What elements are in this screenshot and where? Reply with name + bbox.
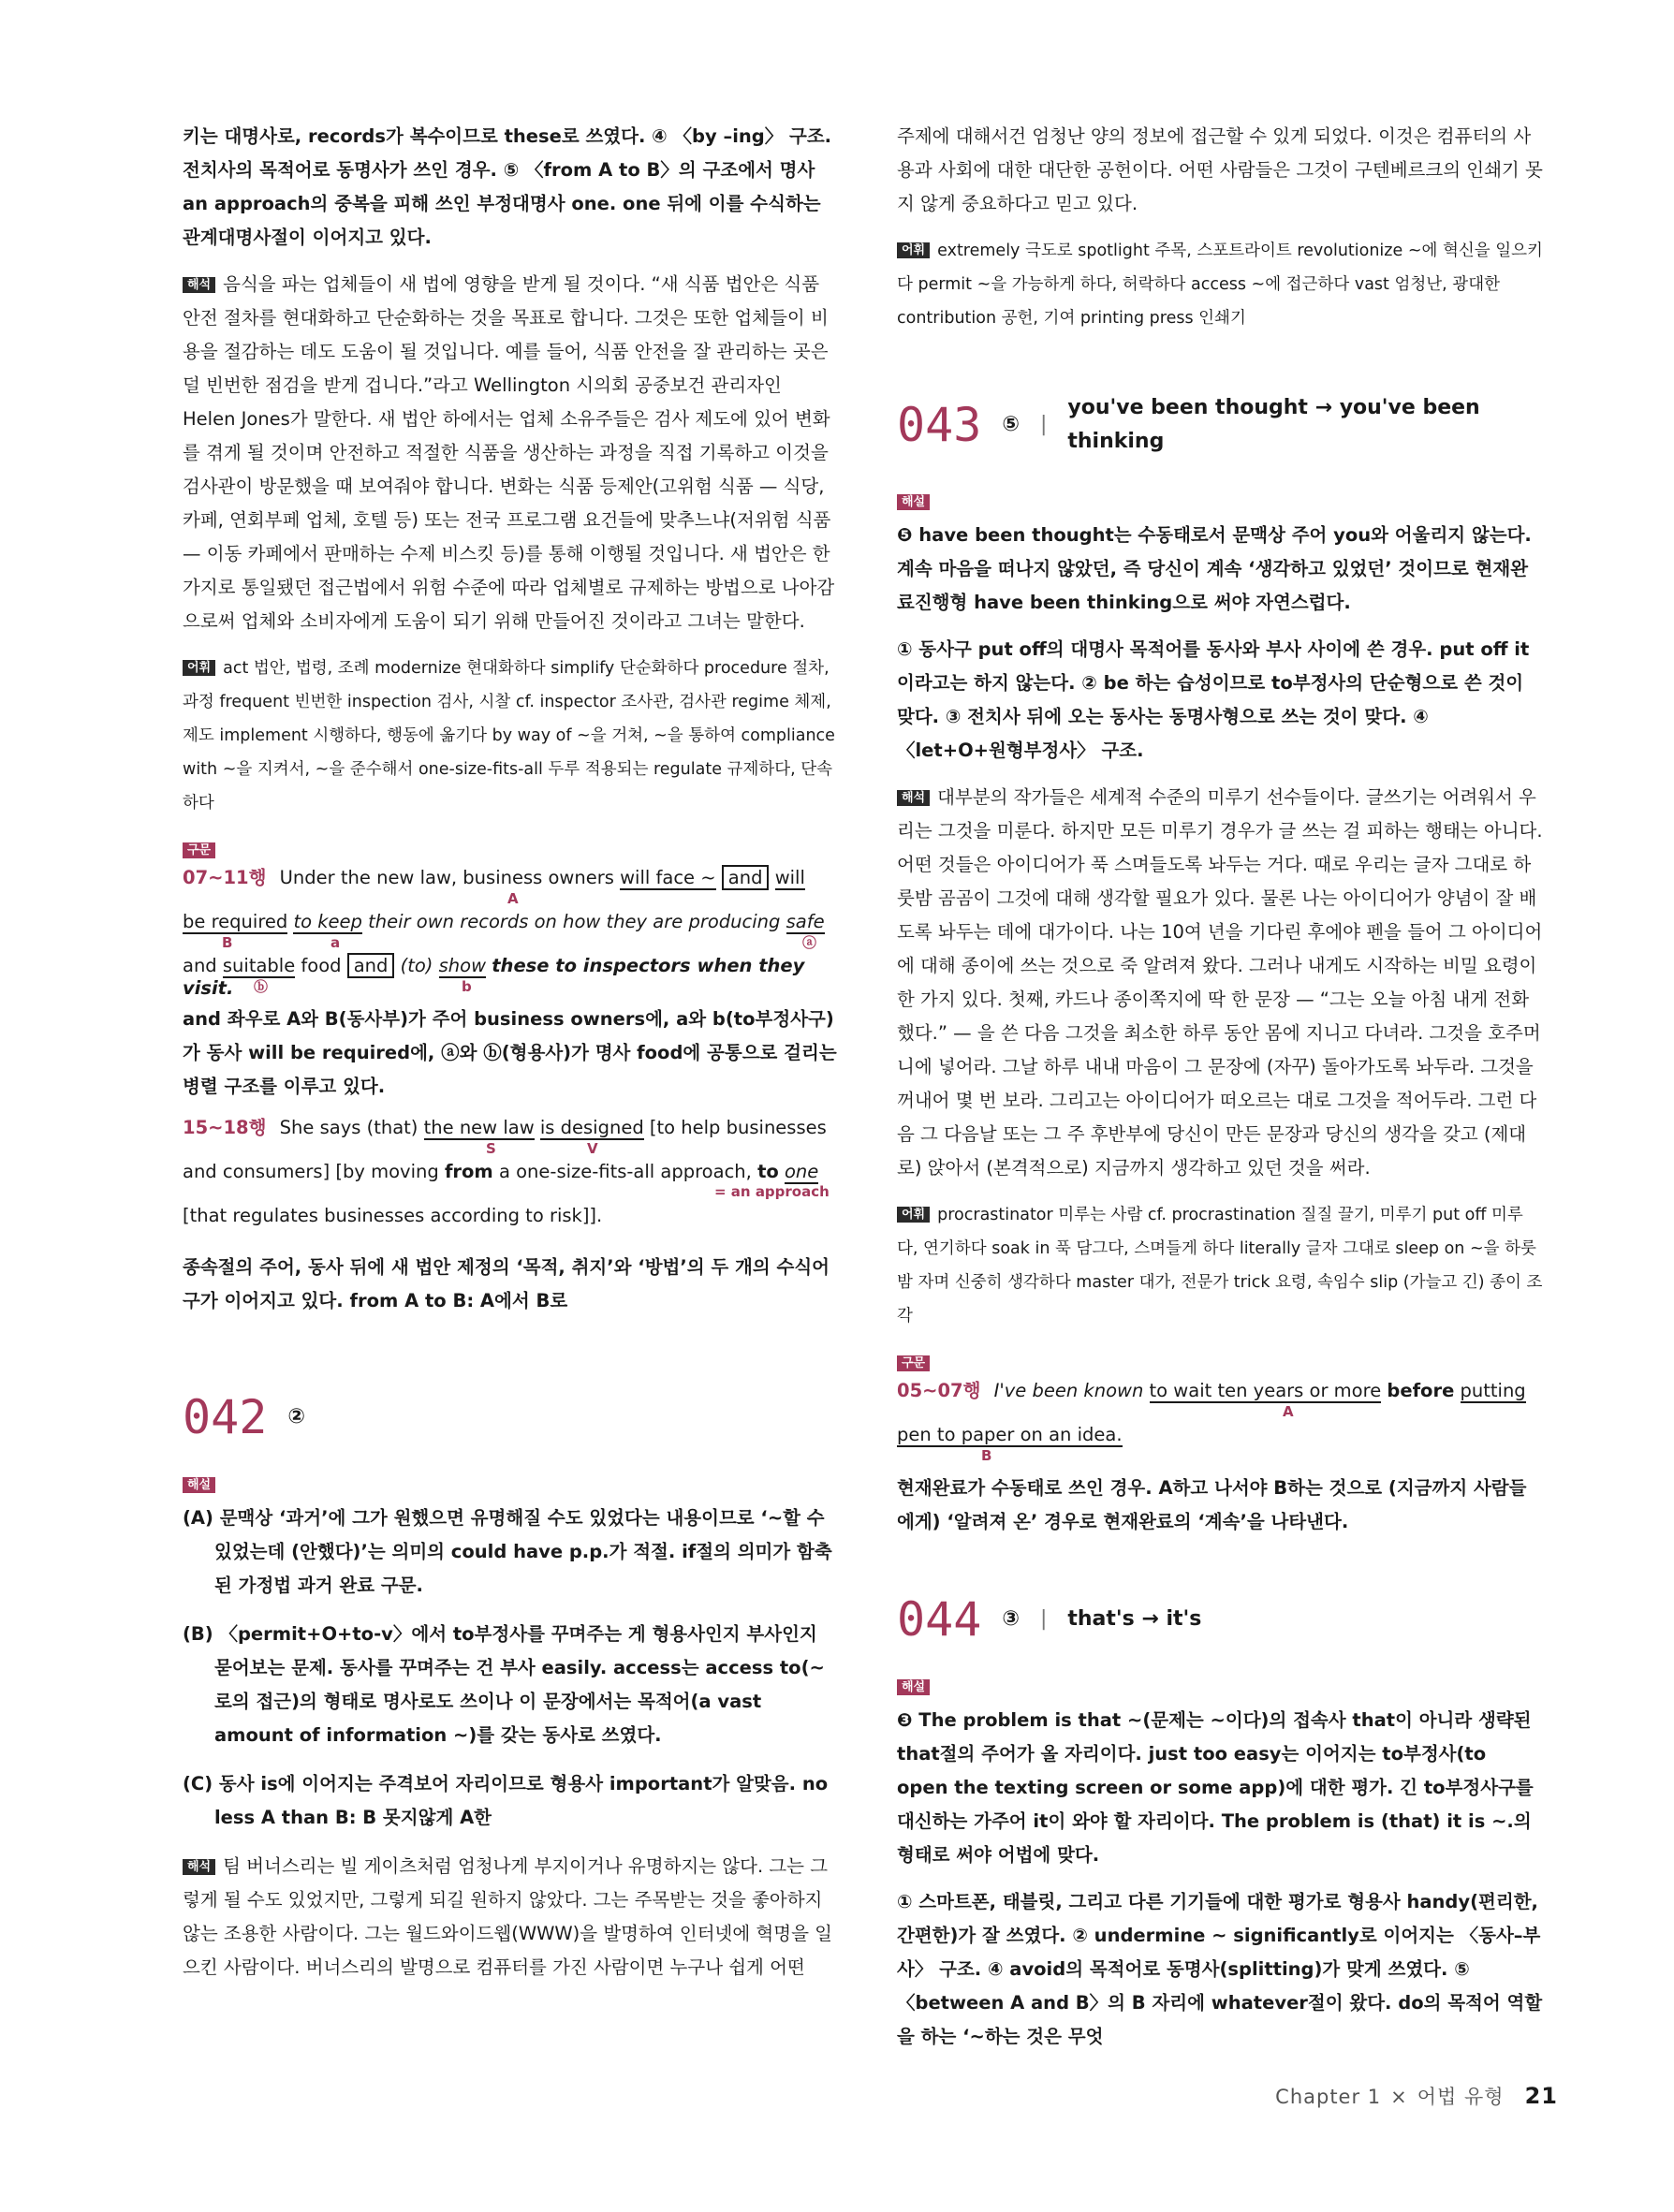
boxed-conjunction: and — [347, 953, 395, 978]
translation-tag: 해석 — [183, 277, 215, 293]
section-separator: | — [1039, 1607, 1048, 1631]
underlined-phrase: will face ~ — [620, 867, 716, 888]
separator-x: × — [1390, 2086, 1408, 2108]
sentence-text: before — [1387, 1380, 1455, 1401]
sentence-text: (to) — [400, 955, 433, 976]
sentence-line — [183, 1161, 838, 1205]
sentence-text: their own records on how they are producing — [368, 911, 781, 932]
explanation-item-c: (C) 동사 is에 이어지는 주격보어 자리이므로 형용사 important가 알맞음. no less A than B: B 못지않게 A한 — [183, 1773, 829, 1828]
marker-an-approach: = an approach — [714, 1183, 830, 1200]
vocabulary-text: act 법안, 법령, 조례 modernize 현대화하다 simplify 단순화하다 procedure 절차, 과정 frequent 빈번한 inspection 검사, 시찰 cf. inspector 조사관, 검사관 regime 체제, 제도 implement 시행하다, 행동에 옮기다 by way of ~을 거쳐, ~을 통하여 compliance with ~을 지켜서, ~을 준수해서 one-size-fits-all 두루 적용되는 regulate 규제하다, 단속하다 — [183, 659, 835, 813]
marker-B: B — [222, 934, 233, 951]
vocabulary-tag: 어휘 — [183, 660, 215, 676]
translation-paragraph — [183, 268, 838, 638]
structure-sentence-1 — [183, 867, 838, 999]
underlined-phrase: the new law — [423, 1117, 535, 1138]
sentence-text: from — [444, 1161, 493, 1182]
underlined-phrase: safe — [786, 911, 825, 932]
explanation-tag: 해설 — [897, 494, 930, 510]
marker-A: A — [507, 890, 519, 907]
marker-b: b — [462, 978, 472, 995]
structure-tag: 구문 — [897, 1355, 930, 1371]
explanation-paragraph: ❺ have been thought는 수동태로서 문맥상 주어 you와 어울리지 않는다. 계속 마음을 떠나지 않았던, 즉 당신이 계속 ‘생각하고 있었던’ 것이므로 현재완료진행형 have been thinking으로 써야 자연스럽다. — [897, 524, 1532, 613]
boxed-conjunction: and — [722, 865, 770, 890]
marker-A: A — [1283, 1403, 1294, 1420]
sentence-line — [897, 1380, 1543, 1424]
sentence-text: a one-size-fits-all approach, — [498, 1161, 752, 1182]
translation-tag: 해석 — [183, 1859, 215, 1875]
sentence-text: [that regulates businesses according to risk]]. — [183, 1205, 603, 1226]
structure-explanation-1: and 좌우로 A와 B(동사부)가 주어 business owners에, a와 b(to부정사구)가 동사 will be required에, ⓐ와 ⓑ(형용사)가 명사 food에 공통으로 걸리는 병렬 구조를 이루고 있다. — [183, 1008, 837, 1097]
left-column — [183, 120, 838, 1998]
explanation-tag: 해설 — [897, 1679, 930, 1695]
chapter-label: Chapter 1 — [1275, 2086, 1382, 2108]
underlined-phrase: pen to paper on an idea. — [897, 1424, 1123, 1445]
marker-V: V — [587, 1140, 598, 1157]
section-number: 042 — [183, 1390, 268, 1444]
section-header-042 — [183, 1390, 838, 1444]
structure-sentence — [897, 1380, 1543, 1468]
translation-paragraph — [183, 1850, 838, 1985]
line-number: 07~11행 — [183, 867, 267, 888]
underlined-phrase: will — [774, 867, 805, 888]
explanation-tag: 해설 — [183, 1477, 215, 1493]
explanation-continued: 키는 대명사로, records가 복수이므로 these로 쓰였다. ④ 〈by –ing〉 구조. 전치사의 목적어로 동명사가 쓰인 경우. ⑤ 〈from A to B〉의 구조에서 명사 an approach의 중복을 피해 쓰인 부정대명사 one. one 뒤에 이를 수식하는 관계대명사절이 이어지고 있다. — [183, 125, 832, 248]
section-header-044 — [897, 1592, 1543, 1647]
sentence-text: and — [183, 955, 217, 976]
sentence-text: and consumers] [by moving — [183, 1161, 439, 1182]
sentence-text: She says (that) — [279, 1117, 418, 1138]
section-separator: | — [1039, 413, 1048, 436]
structure-tag: 구문 — [183, 842, 215, 858]
underlined-phrase: one — [784, 1161, 819, 1182]
translation-paragraph — [897, 781, 1543, 1185]
underlined-phrase: is designed — [539, 1117, 644, 1138]
underlined-phrase: putting — [1460, 1380, 1526, 1401]
vocabulary-text: procrastinator 미루는 사람 cf. procrastination 질질 끌기, 미루기 put off 미루다, 연기하다 soak in 푹 담그다, 스며들게 하다 literally 글자 그대로 sleep on ~을 하룻밤 자며 신중히 생각하다 master 대가, 전문가 trick 요령, 속임수 slip (가늘고 긴) 종이 조각 — [897, 1206, 1543, 1326]
explanation-paragraph: ① 스마트폰, 태블릿, 그리고 다른 기기들에 대한 평가로 형용사 handy(편리한, 간편한)가 잘 쓰였다. ② undermine ~ significantly로 이어지는 〈동사–부사〉 구조. ④ avoid의 목적어로 동명사(splitting)가 맞게 쓰였다. ⑤ 〈between A and B〉의 B 자리에 whatever절이 왔다. do의 목적어 역할을 하는 ‘~하는 것은 무엇 — [897, 1891, 1543, 2047]
underlined-phrase: suitable — [222, 955, 296, 976]
line-number: 05~07행 — [897, 1380, 981, 1401]
structure-explanation: 현재완료가 수동태로 쓰인 경우. A하고 나서야 B하는 것으로 (지금까지 사람들에게) ‘알려져 온’ 경우로 현재완료의 ‘계속’을 나타낸다. — [897, 1477, 1527, 1532]
explanation-paragraph: ❸ The problem is that ~(문제는 ~이다)의 접속사 that이 아니라 생략된 that절의 주어가 올 자리이다. just too easy는 이어지는 to부정사(to open the texting screen or some app)에 대한 평가. 긴 to부정사구를 대신하는 가주어 it이 와야 할 자리이다. The problem is (that) it is ~.의 형태로 써야 어법에 맞다. — [897, 1709, 1534, 1866]
translation-text: 대부분의 작가들은 세계적 수준의 미루기 선수들이다. 글쓰기는 어려워서 우리는 그것을 미룬다. 하지만 모든 미루기 경우가 글 쓰는 걸 피하는 행태는 아니다. 어떤 것들은 아이디어가 푹 스며들도록 놔두는 거다. 때로 우리는 글자 그대로 하룻밤 곰곰이 그것에 대해 생각할 필요가 있다. 물론 나는 아이디어가 양념이 잘 배도록 놔두는 데에 대가이다. 나는 10여 년을 기다린 후에야 펜을 들어 그 아이디어에 대해 종이에 쓰는 것으로 죽 알려져 왔다. 그러나 내게도 시작하는 비밀 요령이 한 가지 있다. 첫째, 카드나 종이쪽지에 딱 한 문장 — “그는 오늘 아침 내게 전화했다.” — 을 쓴 다음 그것을 최소한 하루 동안 몸에 지니고 다녀라. 그것을 호주머니에 넣어라. 그날 하루 내내 마음이 그 문장에 (자꾸) 돌아가도록 놔두라. 그것을 꺼내어 몇 번 보라. 그리고는 아이디어가 떠오르는 대로 그것을 적어두라. 그런 다음 그 다음날 또는 그 주 후반부에 당신이 만든 문장과 당신의 생각을 갖고 (제대로) 앉아서 (본격적으로) 지금까지 생각하고 있던 것을 써라. — [897, 786, 1543, 1179]
sentence-line — [183, 911, 838, 955]
vocabulary-text: extremely 극도로 spotlight 주목, 스포트라이트 revolutionize ~에 혁신을 일으키다 permit ~을 가능하게 하다, 허락하다 access ~에 접근하다 vast 엄청난, 광대한 contribution 공헌, 기여 printing press 인쇄기 — [897, 242, 1543, 328]
section-answer: ② — [287, 1405, 305, 1428]
explanation-item-b: (B) 〈permit+O+to-v〉에서 to부정사를 꾸며주는 게 형용사인지 부사인지 묻어보는 문제. 동사를 꾸며주는 건 부사 easily. access는 access to(~로의 접근)의 형태로 명사로도 쓰이나 이 문장에서는 목적어(a vast amount of information ~)를 갖는 동사로 쓰였다. — [183, 1623, 825, 1746]
marker-circled-a: ⓐ — [802, 934, 817, 951]
structure-sentence-2 — [183, 1117, 838, 1249]
sentence-text: I've been known — [993, 1380, 1144, 1401]
underlined-phrase: show — [438, 955, 487, 976]
translation-tag: 해석 — [897, 790, 930, 806]
section-number: 044 — [897, 1592, 982, 1647]
section-answer: ③ — [1002, 1607, 1020, 1631]
section-number: 043 — [897, 398, 982, 452]
section-title: that's → it's — [1067, 1607, 1202, 1631]
translation-continued: 주제에 대해서건 엄청난 양의 정보에 접근할 수 있게 되었다. 이것은 컴퓨터의 사용과 사회에 대한 대단한 공헌이다. 어떤 사람들은 그것이 구텐베르크의 인쇄기 못지 않게 중요하다고 믿고 있다. — [897, 125, 1543, 214]
page-footer — [1275, 2082, 1558, 2110]
marker-S: S — [486, 1140, 496, 1157]
underlined-phrase: to wait ten years or more — [1149, 1380, 1382, 1401]
sentence-line — [183, 1117, 838, 1161]
page-number: 21 — [1524, 2083, 1558, 2109]
section-title: you've been thought → you've been thinking — [1067, 396, 1480, 453]
section-label: 어법 유형 — [1417, 2086, 1505, 2108]
sentence-text: [to help businesses — [649, 1117, 827, 1138]
underlined-phrase: be required — [183, 911, 288, 932]
sentence-text: food — [301, 955, 342, 976]
section-header-043 — [897, 391, 1543, 459]
marker-circled-b: ⓑ — [254, 978, 269, 995]
sentence-line — [183, 1205, 838, 1249]
sentence-line — [183, 867, 838, 911]
line-number: 15~18행 — [183, 1117, 267, 1138]
vocabulary-tag: 어휘 — [897, 1207, 930, 1223]
section-answer: ⑤ — [1002, 413, 1020, 436]
sentence-line — [183, 955, 838, 999]
marker-B: B — [981, 1447, 992, 1464]
vocabulary-tag: 어휘 — [897, 242, 930, 258]
translation-text: 팀 버너스리는 빌 게이츠처럼 엄청나게 부지이거나 유명하지는 않다. 그는 그렇게 될 수도 있었지만, 그렇게 되길 원하지 않았다. 그는 주목받는 것을 좋아하지 않는 조용한 사람이다. 그는 월드와이드웹(WWW)을 발명하여 인터넷에 혁명을 일으킨 사람이다. 버너스리의 발명으로 컴퓨터를 가진 사람이면 누구나 쉽게 어떤 — [183, 1855, 832, 1978]
underlined-phrase: to keep — [293, 911, 362, 932]
explanation-item-a: (A) 문맥상 ‘과거’에 그가 원했으면 유명해질 수도 있었다는 내용이므로 ‘~할 수 있었는데 (안했다)’는 의미의 could have p.p.가 적절. if절의 의미가 함축된 가정법 과거 완료 구문. — [183, 1507, 832, 1596]
translation-text: 음식을 파는 업체들이 새 법에 영향을 받게 될 것이다. “새 식품 법안은 식품 안전 절차를 현대화하고 단순화하는 것을 목표로 합니다. 그것은 또한 업체들이 비용을 절감하는 데도 도움이 될 것입니다. 예를 들어, 식품 안전을 잘 관리하는 곳은 덜 빈번한 점검을 받게 겁니다.”라고 Wellington 시의회 공중보건 관리자인 Helen Jones가 말한다. 새 법안 하에서는 업체 소유주들은 검사 제도에 있어 변화를 겪게 될 것이며 안전하고 적절한 식품을 생산하는 과정을 직접 기록하고 이것을 검사관이 방문했을 때 보여줘야 합니다. 변화는 식품 등제안(고위험 식품 — 식당, 카페, 연회부페 업체, 호텔 등) 또는 전국 프로그램 요건들에 맞추느냐(저위험 식품 — 이동 카페에서 판매하는 수제 비스킷 등)를 통해 이행될 것입니다. 새 법안은 한 가지로 통일됐던 접근법에서 위험 수준에 따라 업체별로 규제하는 방법으로 나아감으로써 업체와 소비자에게 도움이 되기 위해 만들어진 것이라고 그녀는 말한다. — [183, 273, 835, 632]
structure-block — [183, 833, 838, 1318]
sentence-line — [897, 1424, 1543, 1468]
marker-a: a — [330, 934, 341, 951]
vocabulary-paragraph — [897, 234, 1543, 335]
sentence-text: Under the new law, business owners — [279, 867, 614, 888]
sentence-text: these to inspectors when they visit. — [183, 955, 805, 999]
right-column — [897, 120, 1543, 2067]
structure-explanation-2: 종속절의 주어, 동사 뒤에 새 법안 제정의 ‘목적, 취지’와 ‘방법’의 두 개의 수식어구가 이어지고 있다. from A to B: A에서 B로 — [183, 1256, 830, 1311]
vocabulary-paragraph — [183, 652, 838, 820]
explanation-paragraph: ① 동사구 put off의 대명사 목적어를 동사와 부사 사이에 쓴 경우. put off it이라고는 하지 않는다. ② be 하는 습성이므로 to부정사의 단순형으로 쓴 것이 맞다. ③ 전치사 뒤에 오는 동사는 동명사형으로 쓰는 것이 맞다. ④ 〈let+O+원형부정사〉 구조. — [897, 638, 1530, 761]
sentence-text: to — [757, 1161, 779, 1182]
vocabulary-paragraph — [897, 1198, 1543, 1333]
